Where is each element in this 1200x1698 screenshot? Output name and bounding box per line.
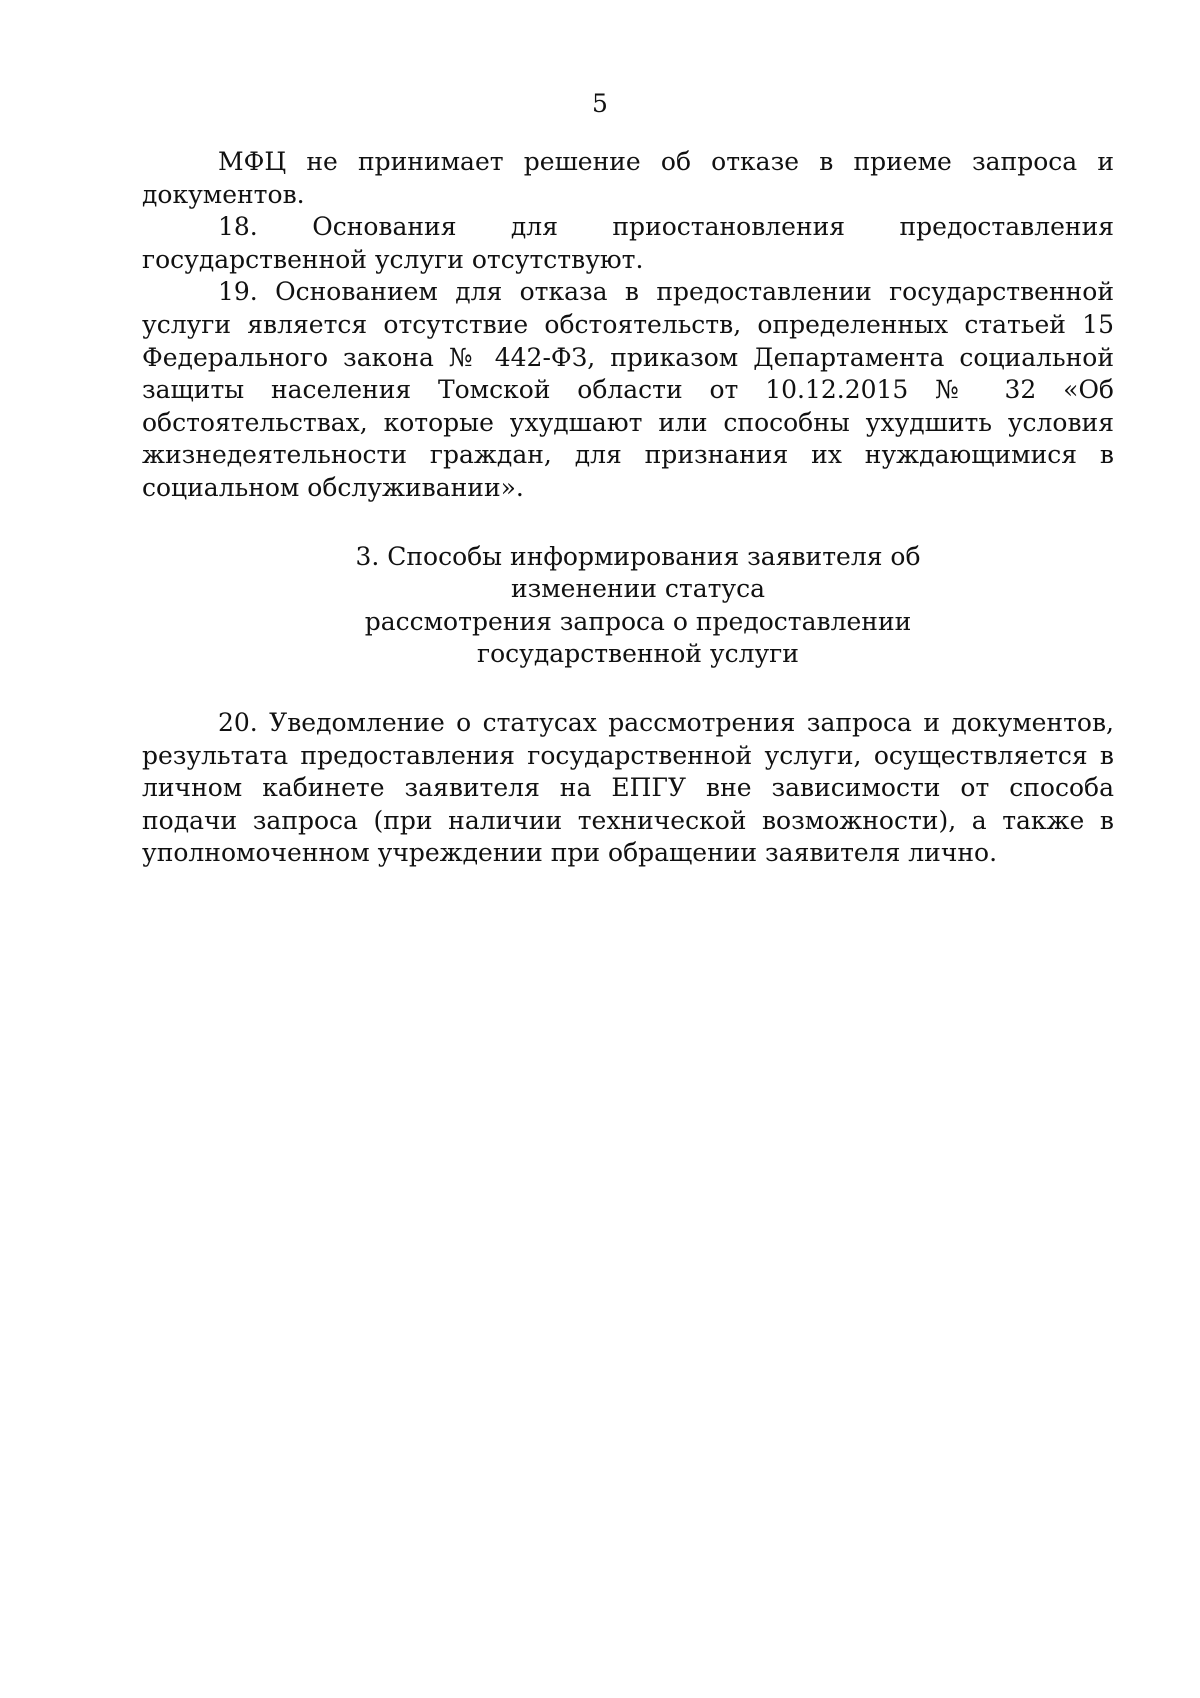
section-3-heading-line-2: рассмотрения запроса о предоставлении государственной услуги [364, 606, 912, 669]
document-body [142, 146, 1114, 870]
paragraph-20-status-notification: 20. Уведомление о статусах рассмотрения запроса и документов, результата предоставления государственной услуги, осуществляется в личном кабинете заявителя на ЕПГУ вне зависимости от способа подачи запроса (при наличии технической возможности), а также в уполномоченном учреждении при обращении заявителя лично. [142, 707, 1114, 868]
paragraph-mfc-no-refusal: МФЦ не принимает решение об отказе в приеме запроса и документов. [142, 147, 1114, 209]
paragraph-18-suspension-grounds: 18. Основания для приостановления предоставления государственной услуги отсутствуют. [142, 212, 1114, 274]
page-number: 5 [592, 89, 608, 118]
section-3-heading-line-1: 3. Способы информирования заявителя об изменении статуса [355, 541, 921, 604]
paragraph-19-refusal-grounds: 19. Основанием для отказа в предоставлении государственной услуги является отсутствие обстоятельств, определенных статьей 15 Федерального закона № 442-ФЗ, приказом Департамента социальной защиты населения Томской области от 10.12.2015 № 32 «Об обстоятельствах, которые ухудшают или способны ухудшить условия жизнедеятельности граждан, для признания их нуждающимися в социальном обслуживании». [142, 277, 1114, 502]
section-3-heading [142, 541, 1114, 671]
